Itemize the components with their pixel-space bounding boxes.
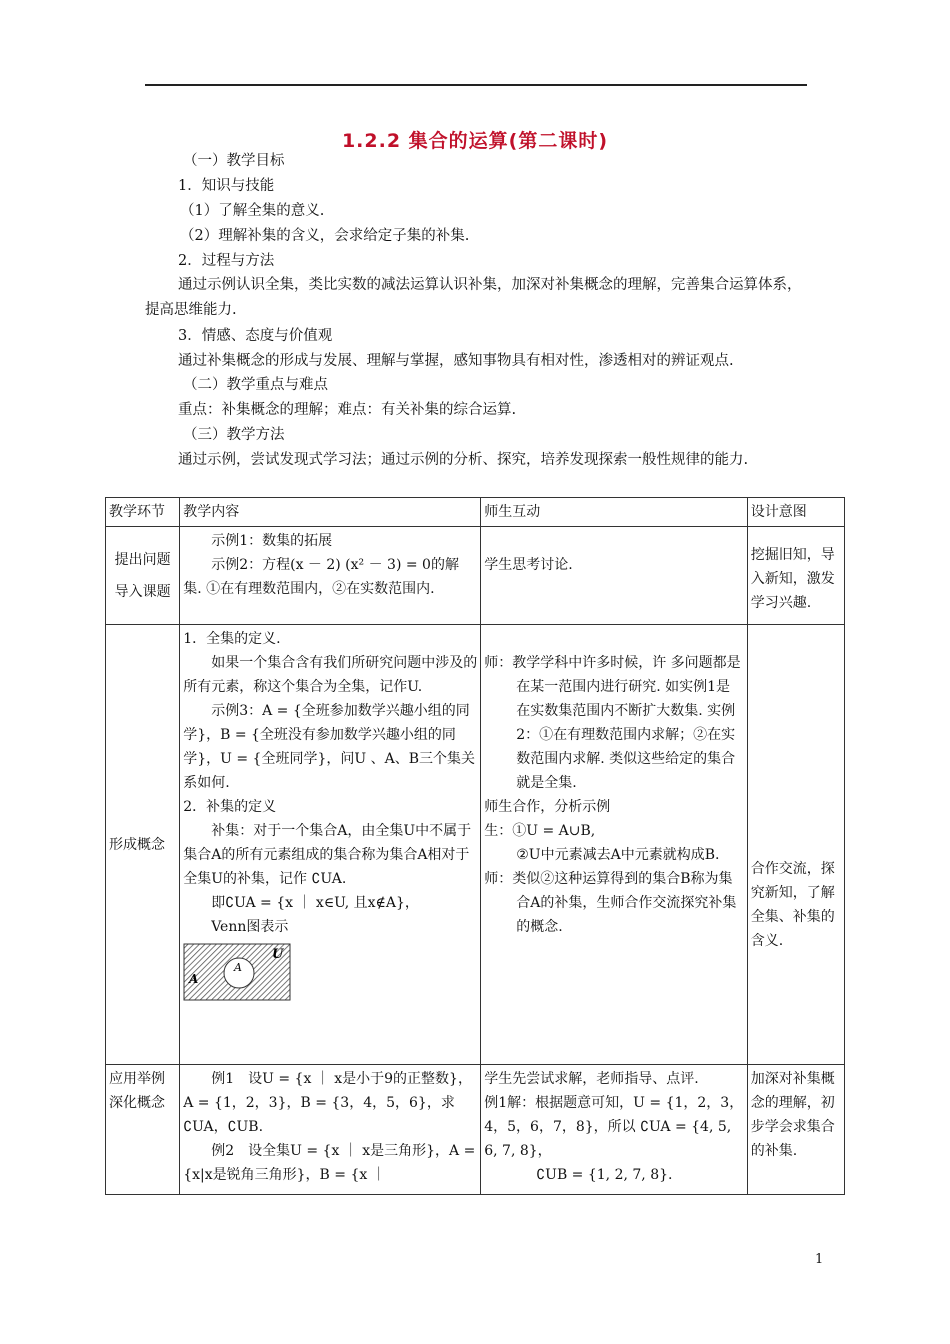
interaction-text: 师：类似②这种运算得到的集合B称为集合A的补集，生师合作交流探究补集的概念.: [484, 871, 737, 935]
table-row: [106, 625, 845, 1065]
interaction-cell: [481, 527, 748, 625]
keypoints-heading: （二）教学重点与难点: [183, 377, 328, 393]
interaction-text: 生：①U = A∪B,: [484, 823, 596, 839]
goals-heading: （一）教学目标: [183, 153, 285, 169]
header-rule: [145, 84, 807, 86]
interaction-text: 师：教学学科中许多时候，许 多问题都是在某一范围内进行研究. 如实例1是在实数集范围内不断扩大数集. 实例2：①在有理数范围内求解；②在实数范围内求解. 类似这些给定的集合就是全集.: [484, 655, 741, 791]
stage-label: 深化概念: [109, 1095, 165, 1111]
stage-cell: [106, 625, 180, 1065]
page-number: 1: [815, 1252, 824, 1267]
header-stage: 教学环节: [106, 498, 180, 527]
venn-label-complement: A: [189, 972, 199, 986]
intent-cell: [747, 1065, 844, 1195]
table-header-row: [106, 498, 845, 527]
knowledge-item-2: （2）理解补集的含义，会求给定子集的补集.: [180, 228, 470, 244]
keypoints-text: 重点：补集概念的理解；难点：有关补集的综合运算.: [178, 402, 517, 418]
content-text: 即∁UA = {x ｜ x∈U, 且x∉A}，: [211, 895, 419, 911]
content-text: 示例2：方程(x － 2) (x² － 3) = 0的解集. ①在有理数范围内，②在实数范围内.: [183, 557, 459, 597]
intent-text: 合作交流，探究新知，了解全集、补集的含义.: [750, 860, 835, 949]
content-cell: [180, 527, 481, 625]
emotion-heading: 3．情感、态度与价值观: [178, 328, 333, 344]
lesson-table: [105, 497, 845, 1195]
content-text: 例2 设全集U = {x ｜ x是三角形}，A = {x|x是锐角三角形}，B = {x ｜: [183, 1143, 476, 1183]
interaction-text: ∁UB = {1, 2, 7, 8}.: [536, 1167, 673, 1183]
stage-cell: [106, 1065, 180, 1195]
table-row: [106, 527, 845, 625]
page-title: 1.2.2 集合的运算(第二课时): [341, 130, 609, 152]
header-content: 教学内容: [180, 498, 481, 527]
method-heading: （三）教学方法: [183, 427, 285, 443]
interaction-text: 师生合作，分析示例: [484, 799, 611, 815]
stage-label: 导入课题: [114, 583, 171, 600]
stage-label: 提出问题: [114, 551, 171, 568]
knowledge-item-1: （1）了解全集的意义.: [180, 203, 325, 219]
content-text: 示例3：A = {全班参加数学兴趣小组的同学}，B = {全班没有参加数学兴趣小组的同学}，U = {全班同学}，问U 、A、B三个集关系如何.: [183, 703, 476, 791]
method-text: 通过示例，尝试发现式学习法；通过示例的分析、探究，培养发现探索一般性规律的能力.: [178, 452, 749, 468]
content-text: 如果一个集合含有我们所研究问题中涉及的所有元素，称这个集合为全集，记作U.: [183, 655, 478, 695]
intent-text: 挖掘旧知，导入新知，激发学习兴趣.: [750, 547, 835, 611]
venn-label-a: A: [234, 961, 243, 974]
interaction-text: ②U中元素减去A中元素就构成B.: [516, 847, 720, 863]
intent-cell: [747, 527, 844, 625]
venn-label-u: U: [272, 947, 284, 962]
interaction-text: 学生思考讨论.: [484, 557, 573, 573]
content-text: 1．全集的定义.: [183, 631, 281, 647]
interaction-text: 学生先尝试求解，老师指导、点评.: [484, 1071, 699, 1087]
intent-cell: [747, 625, 844, 1065]
process-heading: 2．过程与方法: [178, 253, 275, 269]
interaction-text: 例1解：根据题意可知，U = {1，2，3，4，5，6，7，8}，所以 ∁UA = {4, 5, 6, 7, 8}，: [484, 1095, 744, 1159]
content-text: Venn图表示: [211, 919, 289, 935]
content-text: 补集：对于一个集合A，由全集U中不属于集合A的所有元素组成的集合称为集合A相对于全集U的补集，记作 ∁UA.: [183, 823, 472, 887]
header-interaction: 师生互动: [481, 498, 748, 527]
intent-text: 加深对补集概念的理解，初步学会求集合的补集.: [750, 1071, 835, 1159]
header-intent: 设计意图: [747, 498, 844, 527]
stage-label: 应用举例: [109, 1071, 165, 1087]
emotion-text: 通过补集概念的形成与发展、理解与掌握，感知事物具有相对性，渗透相对的辨证观点.: [178, 353, 734, 369]
content-cell: [180, 625, 481, 1065]
content-text: 示例1：数集的拓展: [211, 533, 333, 549]
process-text: 通过示例认识全集，类比实数的减法运算认识补集，加深对补集概念的理解，完善集合运算体系，提高思维能力.: [145, 277, 802, 318]
interaction-cell: [481, 1065, 748, 1195]
knowledge-heading: 1．知识与技能: [178, 178, 275, 194]
stage-label: 形成概念: [109, 836, 165, 853]
content-text: 例1 设U = {x ｜ x是小于9的正整数}，A = {1，2，3}，B = {3，4，5，6}，求∁UA，∁UB.: [183, 1071, 472, 1135]
content-text: 2．补集的定义: [183, 799, 277, 815]
table-row: [106, 1065, 845, 1195]
interaction-cell: [481, 625, 748, 1065]
stage-cell: [106, 527, 180, 625]
content-cell: [180, 1065, 481, 1195]
venn-diagram: [183, 943, 291, 1001]
